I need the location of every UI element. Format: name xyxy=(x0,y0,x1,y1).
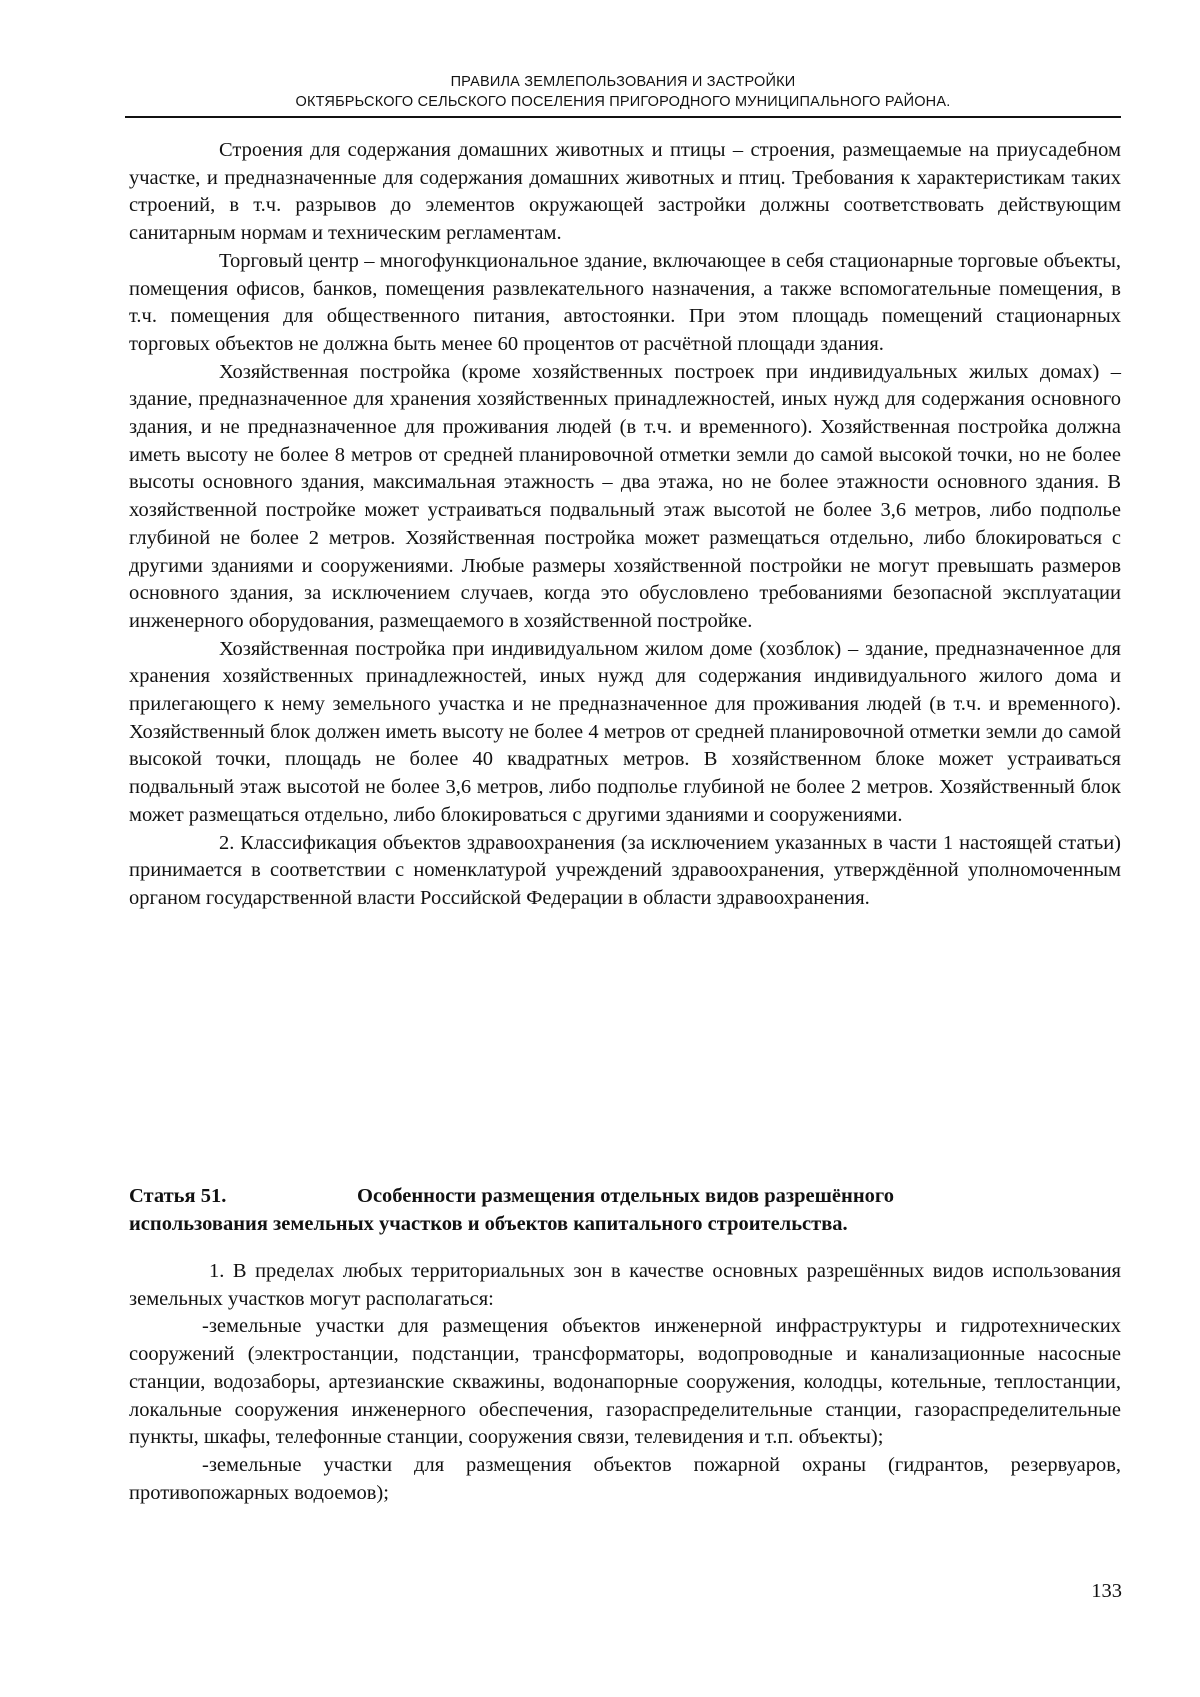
article-heading xyxy=(129,1183,1121,1238)
article-item-infrastructure: -земельные участки для размещения объектов инженерной инфраструктуры и гидротехнических сооружений (электростанции, подстанции, трансформаторы, водопроводные и канализационные насосные станции, водозаборы, артезианские скважины, водонапорные сооружения, колодцы, котельные, теплостанции, локальные сооружения инженерного обеспечения, газораспределительные станции, газораспределительные пункты, шкафы, телефонные станции, сооружения связи, телевидения и т.п. объекты); xyxy=(129,1315,1121,1449)
paragraph-livestock-buildings: Строения для содержания домашних животных и птицы – строения, размещаемые на приусадебном участке, и предназначенные для содержания домашних животных и птиц. Требования к характеристикам таких строений, в т.ч. разрывов до элементов окружающей застройки должны соответствовать действующим санитарным нормам и техническим регламентам. xyxy=(129,139,1121,245)
article-title-line-1: Особенности размещения отдельных видов разрешённого xyxy=(357,1185,894,1207)
paragraph-healthcare-classification: 2. Классификация объектов здравоохранения (за исключением указанных в части 1 настоящей статьи) принимается в соответствии с номенклатурой учреждений здравоохранения, утверждённой уполномоченным органом государственной власти Российской Федерации в области здравоохранения. xyxy=(129,831,1121,909)
article-item-fire-protection: -земельные участки для размещения объектов пожарной охраны (гидрантов, резервуаров, противопожарных водоемов); xyxy=(129,1453,1121,1504)
running-header xyxy=(125,72,1121,112)
article-number: Статья 51. xyxy=(129,1185,227,1207)
page-number: 133 xyxy=(1091,1580,1122,1602)
paragraph-shopping-center: Торговый центр – многофункциональное здание, включающее в себя стационарные торговые объекты, помещения офисов, банков, помещения развлекательного назначения, а также вспомогательные помещения, в т.ч. помещения для общественного питания, автостоянки. При этом площадь помещений стационарных торговых объектов не должна быть менее 60 процентов от расчётной площади здания. xyxy=(129,249,1121,355)
paragraph-household-block: Хозяйственная постройка при индивидуальном жилом доме (хозблок) – здание, предназначенное для хранения хозяйственных принадлежностей, иных нужд для содержания индивидуального жилого дома и прилегающего к нему земельного участка и не предназначенное для проживания людей (в т.ч. и временного). Хозяйственный блок должен иметь высоту не более 4 метров от средней планировочной отметки земли до самой высокой точки, площадь не более 40 квадратных метров. В хозяйственном блоке может устраиваться подвальный этаж высотой не более 3,6 метров, либо подполье глубиной не более 2 метров. Хозяйственный блок может размещаться отдельно, либо блокироваться с другими зданиями и сооружениями. xyxy=(129,637,1121,826)
body-text xyxy=(129,137,1121,913)
header-divider xyxy=(125,116,1121,118)
article-paragraph-1: 1. В пределах любых территориальных зон в качестве основных разрешённых видов использования земельных участков могут располагаться: xyxy=(129,1260,1121,1310)
paragraph-outbuilding: Хозяйственная постройка (кроме хозяйственных построек при индивидуальных жилых домах) – здание, предназначенное для хранения хозяйственных принадлежностей, иных нужд для содержания основного здания, и не предназначенное для проживания людей (в т.ч. и временного). Хозяйственная постройка должна иметь высоту не более 8 метров от средней планировочной отметки земли до самой высокой точки, но не более высоты основного здания, максимальная этажность – два этажа, но не более этажности основного здания. В хозяйственной постройке может устраиваться подвальный этаж высотой не более 3,6 метров, либо подполье глубиной не более 2 метров. Хозяйственная постройка может размещаться отдельно, либо блокироваться с другими зданиями и сооружениями. Любые размеры хозяйственной постройки не могут превышать размеров основного здания, за исключением случаев, когда это обусловлено требованиями безопасной эксплуатации инженерного оборудования, размещаемого в хозяйственной постройке. xyxy=(129,360,1121,632)
header-line-1: ПРАВИЛА ЗЕМЛЕПОЛЬЗОВАНИЯ И ЗАСТРОЙКИ xyxy=(450,74,796,90)
article-body xyxy=(129,1258,1121,1507)
article-title-line-2: использования земельных участков и объектов капитального строительства. xyxy=(129,1212,848,1235)
header-line-2: ОКТЯБРЬСКОГО СЕЛЬСКОГО ПОСЕЛЕНИЯ ПРИГОРОДНОГО МУНИЦИПАЛЬНОГО РАЙОНА. xyxy=(295,94,951,110)
